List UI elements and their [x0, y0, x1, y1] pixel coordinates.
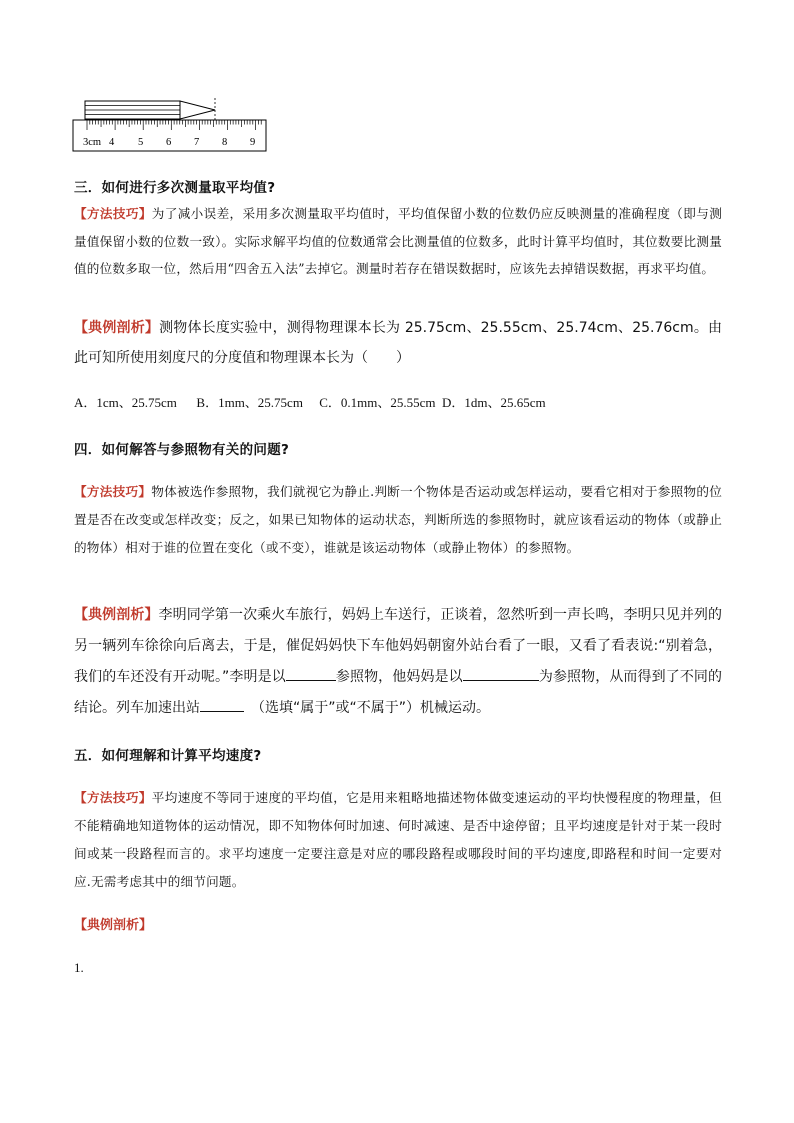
option-a: A．1cm、25.75cm — [74, 395, 177, 410]
example-text-part-4: （选填“属于”或“不属于”）机械运动。 — [258, 700, 491, 716]
ruler-label-6: 6 — [166, 137, 172, 148]
section-5-tip — [74, 784, 722, 896]
section-3-example — [74, 313, 722, 373]
ruler-label-4: 4 — [109, 137, 115, 148]
section-4-tip — [74, 478, 722, 562]
example-tag: 【典例剖析】 — [74, 320, 160, 336]
section-5-title: 五．如何理解和计算平均速度? — [74, 748, 262, 764]
section-3-title: 三．如何进行多次测量取平均值? — [74, 180, 276, 196]
section-4-title: 四．如何解答与参照物有关的问题? — [74, 442, 290, 458]
method-tip-tag: 【方法技巧】 — [74, 790, 152, 805]
option-d: D．1dm、25.65cm — [441, 395, 546, 410]
ruler-label-9: 9 — [250, 137, 256, 148]
question-number: 1. — [74, 960, 84, 975]
section-4-example — [74, 600, 722, 724]
pencil-icon — [85, 101, 215, 119]
ruler-label-8: 8 — [222, 137, 228, 148]
ruler-label-7: 7 — [194, 137, 200, 148]
section-5-example-tag: 【典例剖析】 — [74, 918, 153, 933]
example-text-part-3: 为参照物，从而得到了不同的结论。列车加速出站 — [74, 669, 723, 716]
section-3-tip — [74, 200, 722, 283]
example-text-part-2: 参照物，他妈妈是以 — [335, 669, 463, 685]
section-4-tip-text: 物体被选作参照物，我们就视它为静止.判断一个物体是否运动或怎样运动，要看它相对于参照物的位置是否在改变或怎样改变；反之，如果已知物体的运动状态，判断所选的参照物时，就应该看运动的物体（或静止的物体）相对于谁的位置在变化（或不变），谁就是该运动物体（或静止物体）的参照物。 — [74, 484, 722, 555]
ruler-label-3cm: 3cm — [83, 137, 102, 148]
ruler-label-5: 5 — [138, 137, 144, 148]
answer-blank-2[interactable] — [463, 664, 539, 681]
example-text-part-1: 李明同学第一次乘火车旅行，妈妈上车送行，正谈着，忽然听到一声长鸣，李明只见并列的另一辆列车徐徐向后离去，于是，催促妈妈快下车他妈妈朝窗外站台看了一眼，又看了看表说:“别着急，我们的车还没有开动呢。”李明是以 — [74, 607, 723, 685]
option-c: C．0.1mm、25.55cm — [319, 395, 436, 410]
answer-blank-3[interactable] — [200, 695, 244, 712]
answer-blank-1[interactable] — [286, 664, 336, 681]
example-tag: 【典例剖析】 — [74, 607, 159, 623]
method-tip-tag: 【方法技巧】 — [74, 484, 152, 499]
section-3-example-text: 测物体长度实验中，测得物理课本长为 25.75cm、25.55cm、25.74cm、25.76cm。由此可知所使用刻度尺的分度值和物理课本长为（ ） — [74, 320, 723, 366]
answer-options — [74, 392, 546, 411]
section-5-tip-text: 平均速度不等同于速度的平均值，它是用来粗略地描述物体做变速运动的平均快慢程度的物理量，但不能精确地知道物体的运动情况，即不知物体何时加速、何时减速、是否中途停留；且平均速度是针对于某一段时间或某一段路程而言的。求平均速度一定要注意是对应的哪段路程或哪段时间的平均速度,即路程和时间一定要对应.无需考虑其中的细节问题。 — [74, 790, 722, 889]
option-b: B．1mm、25.75cm — [196, 395, 303, 410]
section-3-tip-text: 为了减小误差，采用多次测量取平均值时，平均值保留小数的位数仍应反映测量的准确程度（即与测量值保留小数的位数一致）。实际求解平均值的位数通常会比测量值的位数多，此时计算平均值时，其位数要比测量值的位数多取一位，然后用“四舍五入法”去掉它。测量时若存在错误数据时，应该先去掉错误数据，再求平均值。 — [74, 206, 722, 276]
method-tip-tag: 【方法技巧】 — [74, 206, 152, 221]
ruler-pencil-figure — [72, 98, 268, 154]
